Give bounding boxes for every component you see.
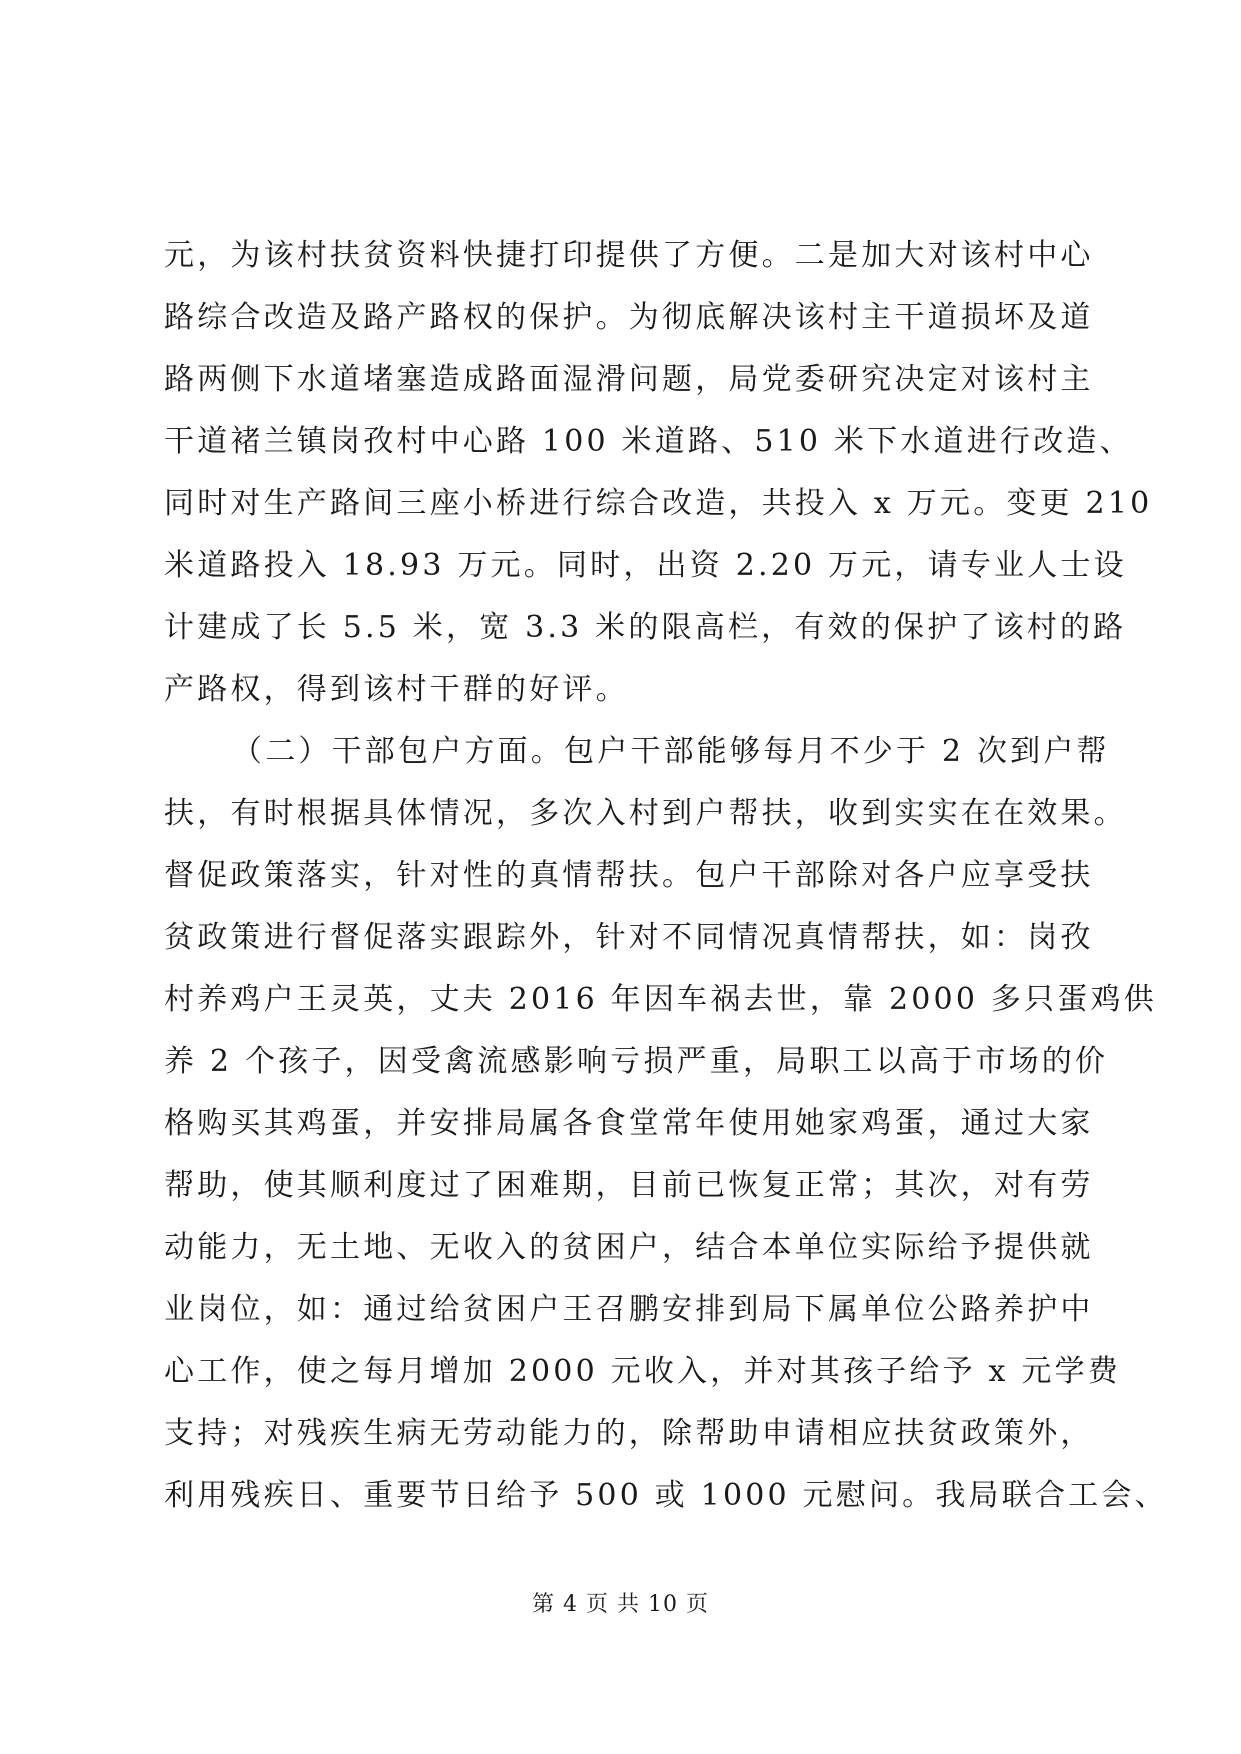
body-line-10: 扶，有时根据具体情况，多次入村到户帮扶，收到实实在在效果。 — [164, 796, 1127, 831]
page-number-footer: 第 4 页 共 10 页 — [532, 1592, 709, 1617]
body-line-11: 督促政策落实，针对性的真情帮扶。包户干部除对各户应享受扶 — [164, 858, 1094, 893]
body-line-12: 贫政策进行督促落实跟踪外，针对不同情况真情帮扶，如：岗孜 — [164, 920, 1094, 955]
body-line-19: 心工作，使之每月增加 2000 元收入，并对其孩子给予 x 元学费 — [164, 1354, 1122, 1389]
paragraph-heading-2: （二）干部包户方面。包户干部能够每月不少于 2 次到户帮 — [232, 734, 1110, 769]
body-line-7: 计建成了长 5.5 米，宽 3.3 米的限高栏，有效的保护了该村的路 — [164, 610, 1127, 645]
body-line-2: 路综合改造及路产路权的保护。为彻底解决该村主干道损坏及道 — [164, 300, 1094, 335]
body-line-17: 动能力，无土地、无收入的贫困户，结合本单位实际给予提供就 — [164, 1230, 1094, 1265]
body-line-1: 元，为该村扶贫资料快捷打印提供了方便。二是加大对该村中心 — [164, 238, 1094, 273]
body-line-6: 米道路投入 18.93 万元。同时，出资 2.20 万元，请专业人士设 — [164, 548, 1127, 583]
body-line-14: 养 2 个孩子，因受禽流感影响亏损严重，局职工以高于市场的价 — [164, 1044, 1109, 1079]
body-line-8: 产路权，得到该村干群的好评。 — [164, 672, 629, 707]
body-line-3: 路两侧下水道堵塞造成路面湿滑问题，局党委研究决定对该村主 — [164, 362, 1094, 397]
body-line-16: 帮助，使其顺利度过了困难期，目前已恢复正常；其次，对有劳 — [164, 1168, 1094, 1203]
body-line-4: 干道褚兰镇岗孜村中心路 100 米道路、510 米下水道进行改造、 — [164, 424, 1133, 459]
body-line-21: 利用残疾日、重要节日给予 500 或 1000 元慰问。我局联合工会、 — [164, 1478, 1168, 1513]
body-line-18: 业岗位，如：通过给贫困户王召鹏安排到局下属单位公路养护中 — [164, 1292, 1094, 1327]
body-line-5: 同时对生产路间三座小桥进行综合改造，共投入 x 万元。变更 210 — [164, 486, 1153, 521]
body-line-20: 支持；对残疾生病无劳动能力的，除帮助申请相应扶贫政策外， — [164, 1416, 1094, 1451]
body-line-15: 格购买其鸡蛋，并安排局属各食堂常年使用她家鸡蛋，通过大家 — [164, 1106, 1094, 1141]
body-line-13: 村养鸡户王灵英，丈夫 2016 年因车祸去世，靠 2000 多只蛋鸡供 — [164, 982, 1157, 1017]
